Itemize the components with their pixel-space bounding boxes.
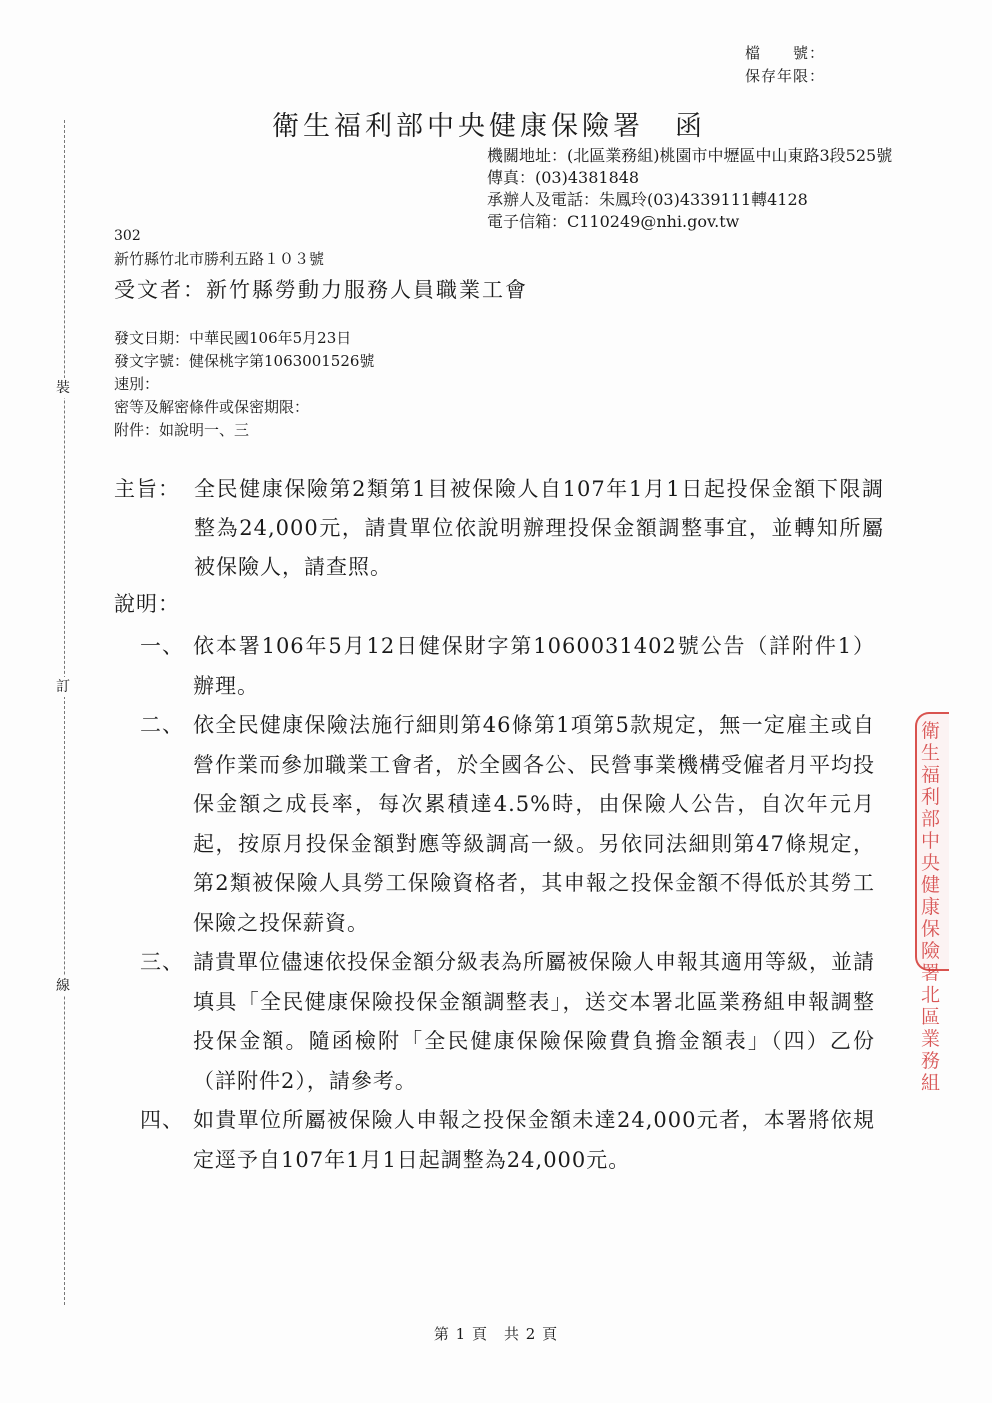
item-text: 如貴單位所屬被保險人申報之投保金額未達24,000元者，本署將依規定逕予自107年1月1日起調整為24,000元。 xyxy=(193,1108,875,1172)
speed-class: 速別： xyxy=(114,375,160,393)
explanation-item xyxy=(140,706,875,943)
subject-label: 主旨： xyxy=(114,477,180,501)
explanation-item xyxy=(140,1101,875,1180)
document-number: 發文字號：健保桃字第1063001526號 xyxy=(114,352,375,370)
item-number: 一、 xyxy=(140,634,184,658)
file-info xyxy=(745,42,825,88)
recipient: 受文者：新竹縣勞動力服務人員職業工會 xyxy=(114,278,528,302)
agency-address: 機關地址：(北區業務組)桃園市中壢區中山東路3段525號 xyxy=(487,146,893,165)
explanation-label: 說明： xyxy=(114,592,180,616)
subject-section xyxy=(114,470,884,587)
attachments: 附件：如說明一、三 xyxy=(114,421,250,439)
item-number: 二、 xyxy=(140,713,184,737)
item-number: 四、 xyxy=(140,1108,184,1132)
agency-title: 衛生福利部中央健康保險署 函 xyxy=(272,111,706,142)
binding-mark-xian: 線 xyxy=(56,978,70,994)
item-number: 三、 xyxy=(140,950,184,974)
document-meta xyxy=(114,327,374,442)
binding-mark-ding: 訂 xyxy=(56,679,70,695)
postal-code: 302 xyxy=(114,228,141,244)
binding-line xyxy=(64,120,65,1305)
explanation-list xyxy=(140,627,875,1180)
explanation-item xyxy=(140,627,875,706)
security-class: 密等及解密條件或保密期限： xyxy=(114,398,310,416)
seal-stamp xyxy=(915,712,949,1094)
seal-stamp-text: 衛生福利部中央健康保險署北區業務組 xyxy=(921,720,941,1094)
item-text: 依全民健康保險法施行細則第46條第1項第5款規定，無一定雇主或自營作業而參加職業工會者，於全國各公、民營事業機構受僱者月平均投保金額之成長率，每次累積達4.5%時，由保險人公告，自次年元月起，按原月投保金額對應等級調高一級。另依同法細則第47條規定，第2類被保險人具勞工保險資格者，其申報之投保金額不得低於其勞工保險之投保薪資。 xyxy=(193,713,875,935)
page-number: 第 1 頁 共 2 頁 xyxy=(433,1325,559,1343)
recipient-address: 新竹縣竹北市勝利五路１０３號 xyxy=(114,250,325,268)
explanation-item xyxy=(140,943,875,1101)
issue-date: 發文日期：中華民國106年5月23日 xyxy=(114,329,352,347)
file-number-label: 檔 號： xyxy=(745,44,826,62)
officer-phone: 承辦人及電話：朱鳳玲(03)4339111轉4128 xyxy=(487,190,808,209)
contact-block xyxy=(487,145,892,233)
retention-period-label: 保存年限： xyxy=(745,67,826,85)
email-address: 電子信箱：C110249@nhi.gov.tw xyxy=(487,212,740,231)
item-text: 請貴單位儘速依投保金額分級表為所屬被保險人申報其適用等級，並請填具「全民健康保險投保金額調整表」，送交本署北區業務組申報調整投保金額。隨函檢附「全民健康保險保險費負擔金額表」（四）乙份（詳附件2），請參考。 xyxy=(193,950,875,1093)
item-text: 依本署106年5月12日健保財字第1060031402號公告（詳附件1）辦理。 xyxy=(193,634,875,698)
subject-text: 全民健康保險第2類第1目被保險人自107年1月1日起投保金額下限調整為24,000元，請貴單位依說明辦理投保金額調整事宜，並轉知所屬被保險人，請查照。 xyxy=(194,477,884,579)
binding-mark-zhuang: 裝 xyxy=(56,380,70,396)
fax-number: 傳真：(03)4381848 xyxy=(487,168,640,187)
